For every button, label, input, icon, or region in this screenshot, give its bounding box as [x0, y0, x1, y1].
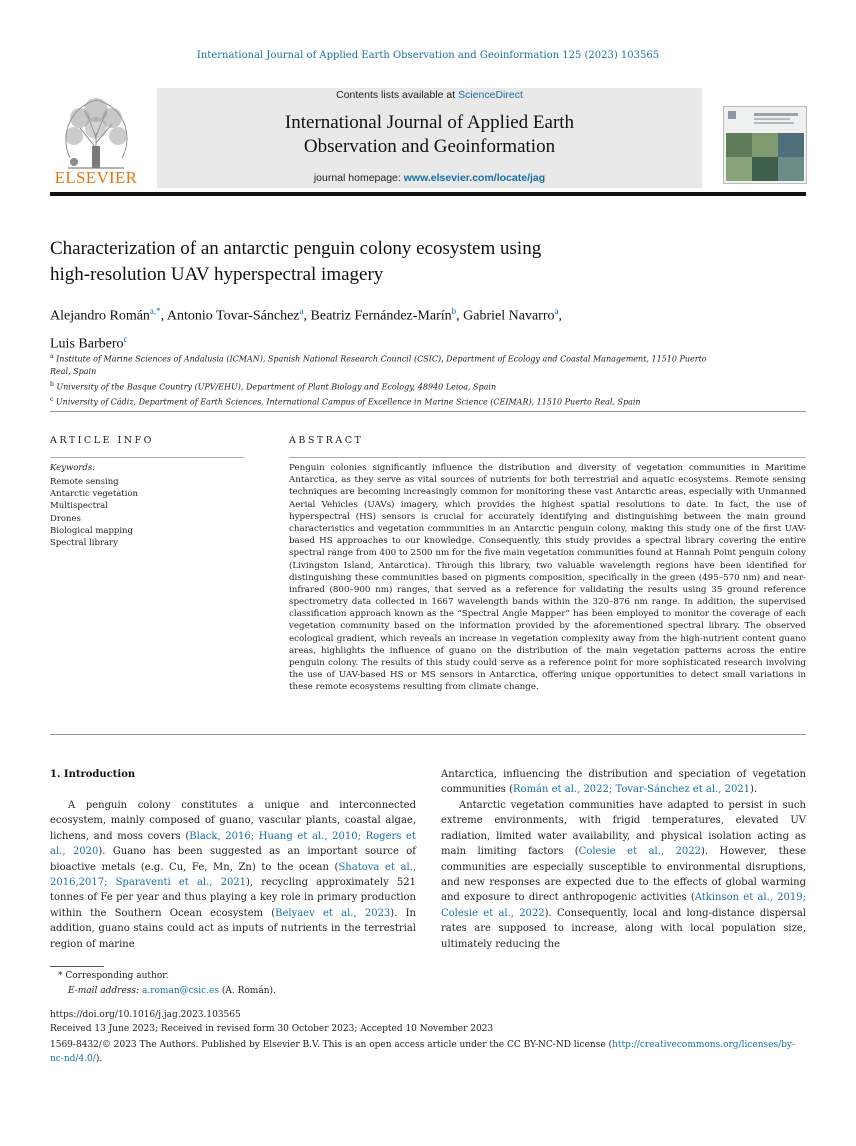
homepage-link[interactable]: www.elsevier.com/locate/jag [403, 172, 546, 184]
article-title-line-1: Characterization of an antarctic penguin colony ecosystem using [50, 238, 542, 259]
keyword-item: Antarctic vegetation [50, 489, 139, 500]
doi-link[interactable]: https://doi.org/10.1016/j.jag.2023.103565 [50, 1010, 241, 1020]
keyword-item: Drones [50, 513, 81, 524]
paragraph-text: ). However, these communities are especially susceptible to environmental disruptions, and new responses are expected due to the effects of global warming and exposure to direct anthropogenic activities ( [441, 846, 806, 904]
abstract-divider [50, 734, 806, 735]
author-affil-sup[interactable]: a,* [149, 306, 161, 316]
author-separator: , [558, 308, 562, 324]
intro-left-column [50, 798, 416, 952]
affiliation-text: University of the Basque Country (UPV/EHU), Department of Plant Biology and Ecology, 48940 Leioa, Spain [56, 382, 497, 392]
abstract-text: Penguin colonies significantly influence the distribution and diversity of vegetation communities in Maritime Antarctica, as they serve as vital sources of nutrients for both terrestrial and aquatic ecosystems. Remote sensing techniques are becoming increasingly common for monitoring these vast Antarctic areas, especially with Unmanned Aerial Vehicles (UAVs) imagery, which provides the highest spatial resolutions to date. In fact, the use of hyperspectral (HS) sensors is crucial for accurately identifying and distinguishing between the main ground characteristics and vegetation communities in an Antarctic penguin colony, making this study one of the first UAV-based HS approaches to our knowledge. Consequently, this study provides a spectral library covering the entire spectral range from 400 to 2500 nm for the five main vegetation communities found at Hannah Point penguin colony (Livingston Island, Antarctica). Through this library, two valuable wavelength regions have been identified for distinguishing these communities based on pigments composition, specifically in the green (495–570 nm) and near-infrared (800–900 nm) ranges, that served as a reference for validating the results using 35 ground reference spectrometry data collected in 1667 wavelength bands within the 320–876 nm range. In addition, the supervised classification approach known as the “Spectral Angle Mapper” has been employed to monitor the coverage of each vegetation community based on the information provided by the aforementioned spectral library. The observed ecological gradient, which reveals an increase in vegetation complexity away from the high-nutrient content guano areas, highlights the influence of guano on the distribution of the main vegetation patterns across the entire penguin colony. The results of this study could serve as a reference point for more sophisticated research involving the use of UAV-based HS or MS sensors in Antarctica, offering unique opportunities to detect small variations in these remote ecosystems resulting from climate change. [289, 463, 806, 693]
author-affil-sup[interactable]: c [123, 333, 128, 344]
sciencedirect-link[interactable]: ScienceDirect [458, 89, 523, 101]
affiliation-item [50, 394, 710, 409]
author-affil-sup[interactable]: a [299, 306, 304, 316]
author-name[interactable]: Antonio Tovar-Sánchez [166, 308, 300, 324]
paragraph-text: A penguin colony constitutes a unique and interconnected ecosystem, mainly composed of guano, vascular plants, coastal algae, lichens, and moss covers ( [50, 800, 416, 842]
license-statement [50, 1038, 806, 1066]
paragraph-text: ), recycling approximately 521 tonnes of Fe per year and thus playing a key role in primary production within the Southern Ocean ecosystem ( [50, 877, 416, 919]
author-separator: , [303, 308, 311, 324]
footnote-rule [50, 966, 104, 967]
affiliation-text: Institute of Marine Sciences of Andalusia (ICMAN), Spanish National Research Council (CSIC), Department of Ecology and Coastal Management, 11510 Puerto Real, Spain [50, 354, 707, 377]
keywords-list [50, 476, 138, 549]
masthead-rule [50, 192, 806, 196]
keyword-item: Biological mapping [50, 525, 133, 536]
citation-link[interactable]: Colesie et al., 2022 [578, 846, 701, 858]
citation-link[interactable]: Belyaev et al., 2023 [275, 907, 391, 919]
email-link[interactable]: a.roman@csic.es [141, 986, 219, 996]
author-affil-sup[interactable]: a [554, 306, 559, 316]
paragraph-text: ). [750, 784, 758, 796]
citation-link[interactable]: Atkinson et al., 2019; Colesie et al., 2022 [441, 892, 806, 919]
corresponding-text: Corresponding author. [65, 971, 169, 981]
header-divider [50, 411, 806, 412]
citation-link[interactable]: Black, 2016; Huang et al., 2010; Rogers et al., 2020 [50, 830, 416, 858]
paragraph-text: ). Guano has been suggested as an important source of bioactive metals (e.g. Cu, Fe, Mn, Zn) to the ocean ( [50, 846, 416, 873]
author-name[interactable]: Beatriz Fernández-Marín [310, 308, 452, 324]
paragraph-text: Antarctic vegetation communities have adapted to persist in such extreme environments, with frigid temperatures, elevated UV radiation, limited water availability, and physical isolation acting as main limiting factors ( [441, 800, 806, 858]
paragraph-text: Antarctica, influencing the distribution and speciation of vegetation communities ( [441, 769, 806, 796]
contents-prefix: Contents lists available at [336, 89, 459, 101]
affiliation-sup: c [50, 395, 54, 403]
article-info-heading: ARTICLE INFO [50, 435, 154, 446]
abstract-rule [289, 457, 806, 458]
author-separator: , [456, 308, 464, 324]
affiliations [50, 351, 710, 409]
introduction-heading: 1. Introduction [50, 769, 136, 780]
author-affil-sup[interactable]: b [451, 306, 457, 316]
affiliation-item [50, 379, 710, 394]
corresponding-mark: * [58, 971, 63, 981]
paragraph-text: ). Consequently, local and long-distance dispersal rates are supposed to increase, along with local population size, ultimately reducing the [441, 907, 806, 950]
paragraph-text: ). In addition, guano stains could act as inputs of nutrients in the terrestrial region of marine [50, 907, 416, 950]
email-note [68, 986, 276, 996]
affiliation-sup: a [50, 353, 54, 360]
affiliation-text: University of Cádiz, Department of Earth Sciences, International Campus of Excellence in Marine Science (CEIMAR), 11510 Puerto Real, Spain [55, 397, 641, 407]
license-link[interactable]: http://creativecommons.org/licenses/by-nc-nd/4.0/ [50, 1040, 795, 1064]
homepage-prefix: journal homepage: [313, 172, 404, 184]
corresponding-author-note [58, 971, 168, 981]
journal-title [157, 111, 702, 159]
affiliation-item [50, 351, 710, 379]
journal-reference[interactable]: International Journal of Applied Earth Observation and Geoinformation 125 (2023) 103565 [196, 50, 660, 61]
citation-link[interactable]: Román et al., 2022; Tovar-Sánchez et al., 2021 [513, 784, 751, 796]
received-dates: Received 13 June 2023; Received in revised form 30 October 2023; Accepted 10 November 2023 [50, 1024, 494, 1034]
author-list [50, 300, 770, 355]
affiliation-sup: b [50, 380, 54, 388]
citation-link[interactable]: Shatova et al., 2016,2017; Sparaventi et al., 2021 [50, 861, 416, 889]
author-name[interactable]: Gabriel Navarro [463, 308, 555, 324]
intro-right-continuation [441, 767, 806, 798]
license-suffix: ). [95, 1054, 103, 1064]
journal-cover-thumbnail[interactable] [723, 106, 807, 184]
journal-title-line-2: Observation and Geoinformation [303, 136, 556, 157]
article-info-rule [50, 457, 244, 458]
keywords-label: Keywords: [50, 463, 96, 473]
intro-right-paragraph [441, 798, 806, 952]
abstract-heading: ABSTRACT [289, 435, 364, 446]
author-name[interactable]: Alejandro Román [50, 308, 150, 324]
article-title-line-2: high-resolution UAV hyperspectral imagery [50, 264, 384, 285]
keyword-item: Remote sensing [50, 477, 119, 487]
email-suffix: (A. Román). [219, 986, 276, 996]
author-name[interactable]: Luis Barbero [50, 336, 124, 352]
author-separator: , [160, 308, 167, 324]
elsevier-wordmark: ELSEVIER [54, 168, 138, 187]
license-prefix: 1569-8432/© 2023 The Authors. Published by Elsevier B.V. This is an open access article under the CC BY-NC-ND license ( [50, 1040, 613, 1050]
contents-line [157, 89, 702, 101]
homepage-line [157, 172, 702, 184]
keyword-item: Spectral library [50, 538, 118, 549]
journal-title-line-1: International Journal of Applied Earth [284, 112, 575, 133]
article-title [50, 236, 750, 288]
keyword-item: Multispectral [50, 501, 108, 512]
email-label: E-mail address: [68, 986, 140, 996]
